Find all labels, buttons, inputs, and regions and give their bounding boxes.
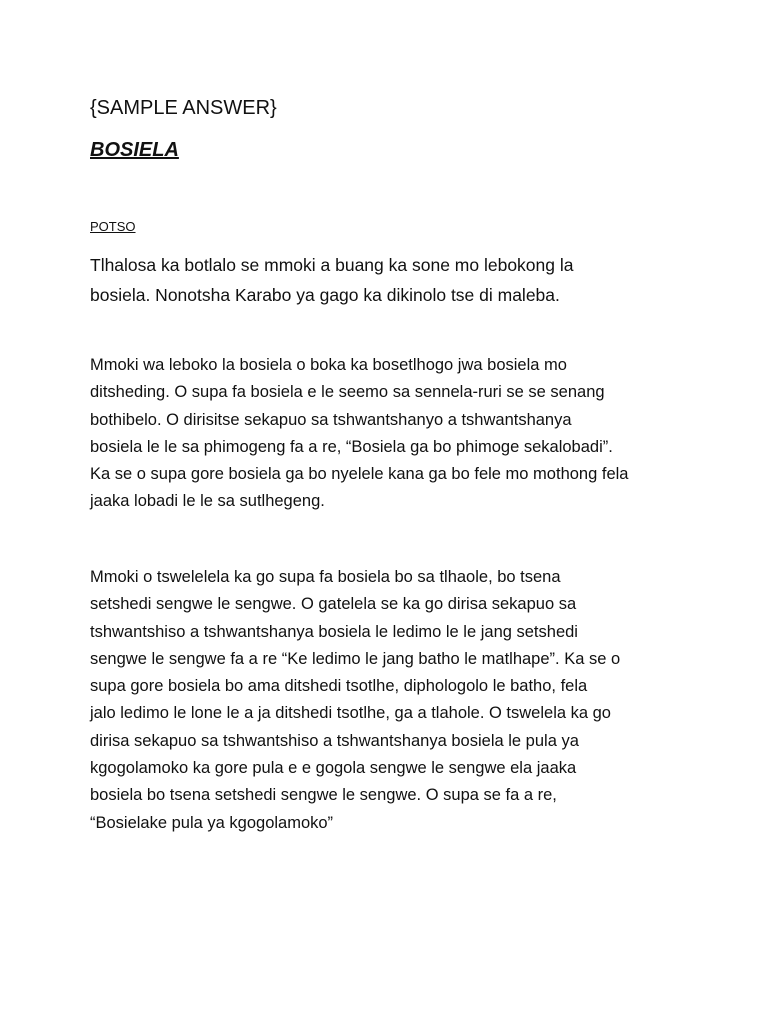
paragraph-line: Mmoki wa leboko la bosiela o boka ka bosetlhogo jwa bosiela mo: [90, 356, 567, 374]
paragraph-line: Mmoki o tswelelela ka go supa fa bosiela bo sa tlhaole, bo tsena: [90, 568, 561, 586]
question-label: POTSO: [90, 219, 136, 234]
paragraph-line: tshwantshiso a tshwantshanya bosiela le ledimo le le jang setshedi: [90, 622, 578, 641]
sample-answer-heading: {SAMPLE ANSWER}: [90, 97, 277, 119]
answer-paragraph-2: [90, 564, 690, 837]
paragraph-line: bosiela le le sa phimogeng fa a re, “Bosiela ga bo phimoge sekalobadi”.: [90, 437, 613, 456]
question-line: bosiela. Nonotsha Karabo ya gago ka dikinolo tse di maleba.: [90, 285, 560, 305]
paragraph-line: ditsheding. O supa fa bosiela e le seemo sa sennela-ruri se se senang: [90, 383, 605, 402]
question-text: [90, 250, 690, 310]
paragraph-line: jalo ledimo le lone le a ja ditshedi tsotlhe, ga a tlahole. O tswelela ka go: [90, 704, 611, 723]
paragraph-line: sengwe le sengwe fa a re “Ke ledimo le jang batho le matlhape”. Ka se o: [90, 649, 621, 668]
document-title: BOSIELA: [90, 139, 179, 161]
paragraph-line: “Bosielake pula ya kgogolamoko”: [90, 813, 334, 832]
paragraph-line: kgogolamoko ka gore pula e e gogola sengwe le sengwe ela jaaka: [90, 759, 577, 778]
paragraph-line: jaaka lobadi le le sa sutlhegeng.: [90, 492, 325, 511]
paragraph-line: bosiela bo tsena setshedi sengwe le sengwe. O supa se fa a re,: [90, 786, 557, 805]
paragraph-line: setshedi sengwe le sengwe. O gatelela se ka go dirisa sekapuo sa: [90, 595, 577, 614]
answer-paragraph-1: [90, 352, 690, 516]
paragraph-line: dirisa sekapuo sa tshwantshiso a tshwantshanya bosiela le pula ya: [90, 731, 579, 750]
paragraph-line: Ka se o supa gore bosiela ga bo nyelele kana ga bo fele mo mothong fela: [90, 465, 629, 484]
question-line: Tlhalosa ka botlalo se mmoki a buang ka sone mo lebokong la: [90, 255, 574, 275]
paragraph-line: bothibelo. O dirisitse sekapuo sa tshwantshanyo a tshwantshanya: [90, 410, 572, 429]
paragraph-line: supa gore bosiela bo ama ditshedi tsotlhe, diphologolo le batho, fela: [90, 677, 588, 696]
